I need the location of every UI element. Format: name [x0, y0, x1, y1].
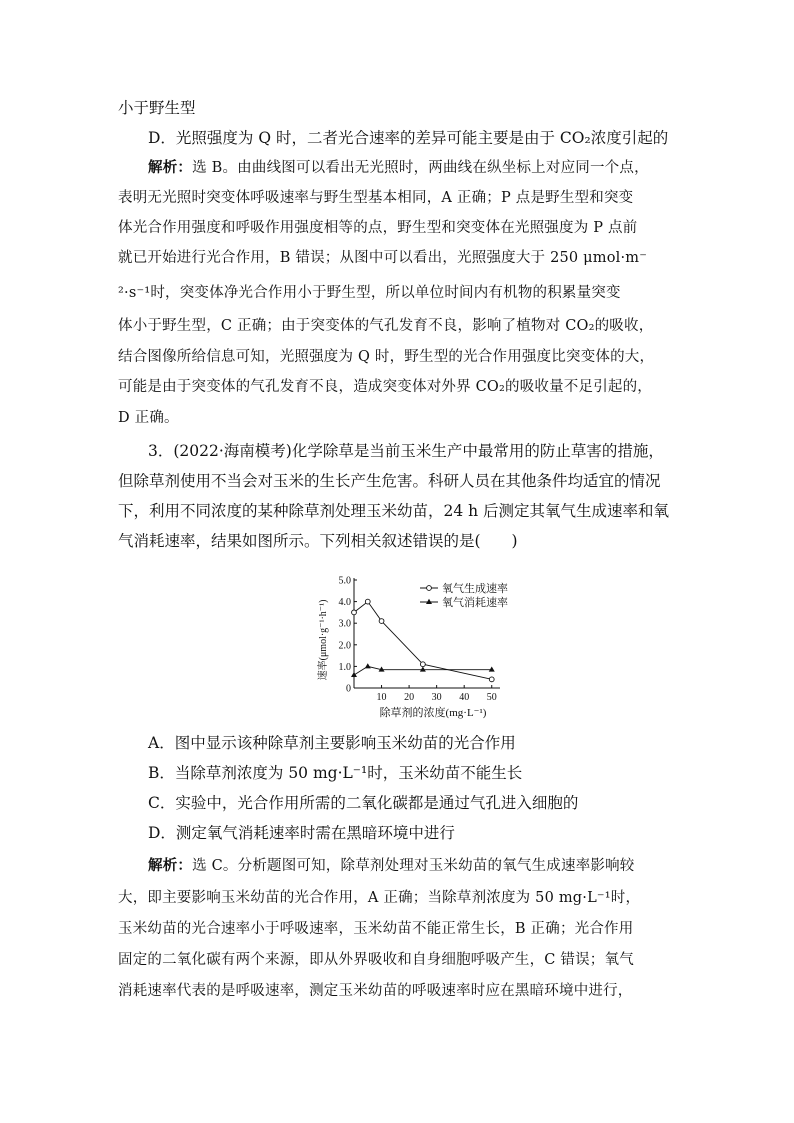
rate-chart — [312, 570, 512, 720]
analysis-line: 可能是由于突变体的气孔发育不良，造成突变体对外界 CO₂的吸收量不足引起的， — [118, 379, 653, 395]
data-point-o2-production — [420, 662, 425, 667]
x-tick-label: 10 — [376, 692, 387, 703]
y-tick-label: 1.0 — [338, 661, 351, 673]
legend-label: 氧气生成速率 — [442, 583, 508, 595]
analysis-line: 固定的二氧化碳有两个来源，即从外界吸收和自身细胞呼吸产生，C 错误；氧气 — [118, 952, 634, 968]
x-tick-label: 20 — [404, 692, 415, 703]
question-text: 气消耗速率，结果如图所示。下列相关叙述错误的是( ) — [118, 532, 518, 550]
analysis-line: D 正确。 — [118, 410, 179, 426]
analysis-label: 解析： — [148, 858, 193, 874]
question-text: 下，利用不同浓度的某种除草剂处理玉米幼苗，24 h 后测定其氧气生成速率和氧 — [118, 502, 670, 520]
option-d: D．光照强度为 Q 时，二者光合速率的差异可能主要是由于 CO₂浓度引起的 — [148, 129, 669, 147]
y-tick-label: 4.0 — [338, 597, 351, 609]
analysis-line: 大，即主要影响玉米幼苗的光合作用，A 正确；当除草剂浓度为 50 mg·L⁻¹时， — [118, 890, 641, 906]
x-tick-label: 40 — [459, 692, 470, 703]
option-c: C．实验中，光合作用所需的二氧化碳都是通过气孔进入细胞的 — [148, 794, 579, 812]
analysis-text: 选 C。分析题图可知，除草剂处理对玉米幼苗的氧气生成速率影响较 — [192, 858, 635, 874]
data-point-o2-production — [379, 619, 384, 624]
analysis-line: 体光合作用强度和呼吸作用强度相等的点，野生型和突变体在光照强度为 P 点前 — [118, 220, 638, 236]
x-axis-label: 除草剂的浓度(mg·L⁻¹) — [379, 707, 487, 719]
data-point-o2-consumption — [489, 666, 495, 671]
text-line: 小于野生型 — [118, 99, 196, 117]
question-3: 3．(2022·海南模考)化学除草是当前玉米生产中最常用的防止草害的措施， — [148, 442, 664, 460]
y-tick-label: 3.0 — [338, 618, 351, 630]
y-tick-label: 5.0 — [338, 575, 351, 587]
y-tick-label: 0 — [346, 683, 351, 695]
legend-marker — [426, 599, 432, 604]
analysis-line — [148, 856, 635, 876]
analysis-text: 选 B。由曲线图可以看出无光照时，两曲线在纵坐标上对应同一个点， — [192, 160, 649, 176]
data-point-o2-consumption — [420, 666, 426, 671]
option-b: B．当除草剂浓度为 50 mg·L⁻¹时，玉米幼苗不能生长 — [148, 764, 523, 782]
data-point-o2-consumption — [365, 663, 371, 668]
x-tick-label: 30 — [431, 692, 442, 703]
analysis-line: 消耗速率代表的是呼吸速率，测定玉米幼苗的呼吸速率时应在黑暗环境中进行， — [118, 983, 633, 999]
analysis-line — [148, 158, 649, 178]
analysis-line: 就已开始进行光合作用，B 错误；从图中可以看出，光照强度大于 250 μmol·m⁻ — [118, 250, 648, 266]
analysis-line: ²·s⁻¹时，突变体净光合作用小于野生型，所以单位时间内有机物的积累量突变 — [118, 285, 621, 301]
data-point-o2-production — [489, 677, 494, 682]
x-tick-label: 50 — [486, 692, 497, 703]
analysis-line: 体小于野生型，C 正确；由于突变体的气孔发育不良，影响了植物对 CO₂的吸收， — [118, 318, 654, 334]
data-point-o2-production — [365, 599, 370, 604]
option-d: D．测定氧气消耗速率时需在黑暗环境中进行 — [148, 824, 455, 842]
data-point-o2-production — [352, 610, 357, 615]
question-text: 但除草剂使用不当会对玉米的生长产生危害。科研人员在其他条件均适宜的情况 — [118, 472, 661, 490]
analysis-label: 解析： — [148, 160, 193, 176]
y-tick-label: 2.0 — [338, 640, 351, 652]
option-a: A．图中显示该种除草剂主要影响玉米幼苗的光合作用 — [148, 734, 516, 752]
analysis-line: 玉米幼苗的光合速率小于呼吸速率，玉米幼苗不能正常生长，B 正确；光合作用 — [118, 921, 634, 937]
legend-marker — [427, 586, 432, 591]
y-axis-label: 速率(μmol·g⁻¹·h⁻¹) — [318, 599, 329, 681]
analysis-line: 结合图像所给信息可知，光照强度为 Q 时，野生型的光合作用强度比突变体的大， — [118, 349, 655, 365]
legend-label: 氧气消耗速率 — [442, 597, 508, 609]
analysis-line: 表明无光照时突变体呼吸速率与野生型基本相同，A 正确；P 点是野生型和突变 — [118, 190, 634, 206]
data-point-o2-consumption — [351, 672, 357, 677]
